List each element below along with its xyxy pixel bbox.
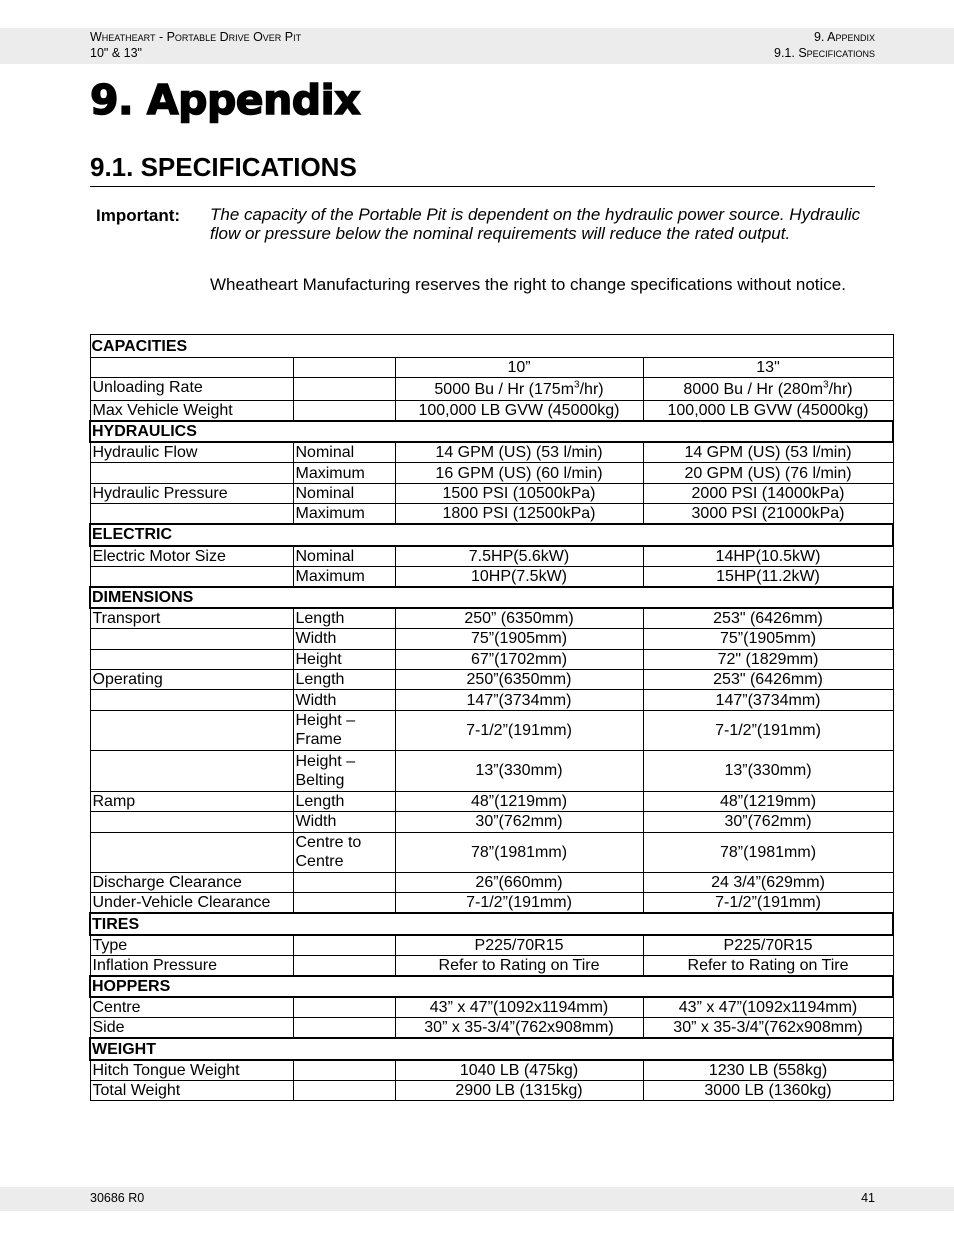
value-10in-cell: 13”(330mm) bbox=[395, 751, 643, 792]
table-row bbox=[90, 873, 893, 893]
condition-cell: Width bbox=[293, 629, 395, 649]
item-cell: Unloading Rate bbox=[90, 378, 293, 401]
table-row bbox=[90, 649, 893, 669]
table-row bbox=[90, 566, 893, 587]
table-row bbox=[90, 893, 893, 914]
table-row bbox=[90, 483, 893, 503]
condition-cell: Maximum bbox=[293, 504, 395, 525]
condition-cell bbox=[293, 997, 395, 1018]
header-left bbox=[90, 29, 301, 61]
value-13in-cell bbox=[643, 378, 893, 401]
condition-cell bbox=[293, 935, 395, 956]
important-label: Important: bbox=[96, 206, 181, 225]
section-header-row bbox=[90, 587, 893, 609]
value-13in-cell: 253" (6426mm) bbox=[643, 608, 893, 629]
item-cell bbox=[90, 649, 293, 669]
header-section: 9.1. Specifications bbox=[774, 46, 875, 60]
value-10in-cell: 100,000 LB GVW (45000kg) bbox=[395, 400, 643, 421]
table-row bbox=[90, 1080, 893, 1100]
section-header-row bbox=[90, 421, 893, 443]
table-row bbox=[90, 400, 893, 421]
item-cell: Side bbox=[90, 1018, 293, 1039]
value-13in-cell: 7-1/2”(191mm) bbox=[643, 710, 893, 751]
section-header-row bbox=[90, 913, 893, 935]
value-13in-cell: 14HP(10.5kW) bbox=[643, 546, 893, 567]
value-13in-cell: 48”(1219mm) bbox=[643, 791, 893, 811]
value-10in-cell: 43” x 47”(1092x1194mm) bbox=[395, 997, 643, 1018]
header-chapter: 9. Appendix bbox=[813, 30, 875, 44]
value-13in-cell: 15HP(11.2kW) bbox=[643, 566, 893, 587]
specifications-table bbox=[89, 334, 894, 1101]
table-row bbox=[90, 935, 893, 956]
section-header-row bbox=[90, 976, 893, 998]
condition-cell bbox=[293, 893, 395, 914]
section-header-row bbox=[90, 1038, 893, 1060]
value-13in-cell: 7-1/2”(191mm) bbox=[643, 893, 893, 914]
condition-cell: Nominal bbox=[293, 546, 395, 567]
value-13in-cell: 14 GPM (US) (53 l/min) bbox=[643, 442, 893, 463]
value-10in-cell: 1040 LB (475kg) bbox=[395, 1060, 643, 1081]
value-10in-cell: Refer to Rating on Tire bbox=[395, 955, 643, 976]
value-13in-cell: P225/70R15 bbox=[643, 935, 893, 956]
value-13in-cell: Refer to Rating on Tire bbox=[643, 955, 893, 976]
condition-cell bbox=[293, 400, 395, 421]
value-13in-cell: 20 GPM (US) (76 l/min) bbox=[643, 463, 893, 483]
value-10in-cell: 14 GPM (US) (53 l/min) bbox=[395, 442, 643, 463]
value-13in-cell: 253" (6426mm) bbox=[643, 669, 893, 689]
cell-value-tail: /hr) bbox=[579, 380, 604, 398]
table-row bbox=[90, 378, 893, 401]
header-document-title: Wheatheart - Portable Drive Over Pit bbox=[90, 30, 302, 44]
item-cell bbox=[90, 751, 293, 792]
value-13in-cell: 75”(1905mm) bbox=[643, 629, 893, 649]
item-cell: Hydraulic Pressure bbox=[90, 483, 293, 503]
condition-cell: Centre to Centre bbox=[293, 832, 395, 873]
document-number: 30686 R0 bbox=[90, 1191, 145, 1205]
value-10in-cell: 75”(1905mm) bbox=[395, 629, 643, 649]
superscript: 3 bbox=[823, 379, 829, 391]
value-13in-cell: 72" (1829mm) bbox=[643, 649, 893, 669]
item-cell: Electric Motor Size bbox=[90, 546, 293, 567]
condition-cell: Width bbox=[293, 690, 395, 710]
value-13in-cell: 43” x 47”(1092x1194mm) bbox=[643, 997, 893, 1018]
value-13in-cell: 30”(762mm) bbox=[643, 812, 893, 832]
value-10in-cell: 30” x 35-3/4”(762x908mm) bbox=[395, 1018, 643, 1039]
condition-cell: Maximum bbox=[293, 463, 395, 483]
item-cell: Hitch Tongue Weight bbox=[90, 1060, 293, 1081]
condition-cell: Height bbox=[293, 649, 395, 669]
value-10in-cell: 48”(1219mm) bbox=[395, 791, 643, 811]
item-cell bbox=[90, 710, 293, 751]
value-13in-cell: 3000 PSI (21000kPa) bbox=[643, 504, 893, 525]
value-13in-cell: 3000 LB (1360kg) bbox=[643, 1080, 893, 1100]
table-row bbox=[90, 608, 893, 629]
value-10in-cell: 1500 PSI (10500kPa) bbox=[395, 483, 643, 503]
table-row bbox=[90, 546, 893, 567]
condition-cell: Length bbox=[293, 608, 395, 629]
notice-text: Wheatheart Manufacturing reserves the right to change specifications without notice. bbox=[210, 275, 846, 294]
item-cell: Ramp bbox=[90, 791, 293, 811]
condition-cell: Length bbox=[293, 669, 395, 689]
value-10in-cell: 7.5HP(5.6kW) bbox=[395, 546, 643, 567]
value-10in-cell: 147”(3734mm) bbox=[395, 690, 643, 710]
item-cell: Transport bbox=[90, 608, 293, 629]
value-10in-cell: 250” (6350mm) bbox=[395, 608, 643, 629]
cell-value: 5000 Bu / Hr (175m bbox=[434, 380, 575, 398]
condition-cell: Width bbox=[293, 812, 395, 832]
condition-cell: Maximum bbox=[293, 566, 395, 587]
value-10in-cell: 10HP(7.5kW) bbox=[395, 566, 643, 587]
condition-cell: Nominal bbox=[293, 442, 395, 463]
condition-cell bbox=[293, 955, 395, 976]
section-header: DIMENSIONS bbox=[90, 587, 893, 609]
value-10in-cell bbox=[395, 378, 643, 401]
value-10in-cell: 78”(1981mm) bbox=[395, 832, 643, 873]
superscript: 3 bbox=[574, 379, 580, 391]
page-title: 9. Appendix bbox=[90, 76, 361, 124]
table-row bbox=[90, 812, 893, 832]
item-cell: Hydraulic Flow bbox=[90, 442, 293, 463]
value-10in-cell: 7-1/2”(191mm) bbox=[395, 710, 643, 751]
item-cell: Operating bbox=[90, 669, 293, 689]
condition-cell: Nominal bbox=[293, 483, 395, 503]
item-cell bbox=[90, 566, 293, 587]
item-cell bbox=[90, 629, 293, 649]
section-header: TIRES bbox=[90, 913, 893, 935]
value-10in-cell: 30”(762mm) bbox=[395, 812, 643, 832]
condition-cell: Height – Frame bbox=[293, 710, 395, 751]
table-row bbox=[90, 358, 893, 378]
value-13in-cell: 13”(330mm) bbox=[643, 751, 893, 792]
section-header: WEIGHT bbox=[90, 1038, 893, 1060]
table-row bbox=[90, 1018, 893, 1039]
value-10in-cell: 2900 LB (1315kg) bbox=[395, 1080, 643, 1100]
condition-cell bbox=[293, 358, 395, 378]
section-header-row bbox=[90, 335, 893, 358]
condition-cell: Length bbox=[293, 791, 395, 811]
condition-cell: Height – Belting bbox=[293, 751, 395, 792]
item-cell: Under-Vehicle Clearance bbox=[90, 893, 293, 914]
header-right bbox=[774, 29, 875, 61]
item-cell: Total Weight bbox=[90, 1080, 293, 1100]
item-cell: Inflation Pressure bbox=[90, 955, 293, 976]
value-13in-cell: 30” x 35-3/4”(762x908mm) bbox=[643, 1018, 893, 1039]
specifications-table-body bbox=[90, 335, 893, 1101]
table-row bbox=[90, 629, 893, 649]
header-model: 10" & 13" bbox=[90, 46, 142, 60]
cell-value: 8000 Bu / Hr (280m bbox=[683, 380, 824, 398]
item-cell bbox=[90, 358, 293, 378]
condition-cell bbox=[293, 1080, 395, 1100]
value-10in-cell: 26”(660mm) bbox=[395, 873, 643, 893]
value-13in-cell: 78”(1981mm) bbox=[643, 832, 893, 873]
table-row bbox=[90, 997, 893, 1018]
value-13in-cell: 100,000 LB GVW (45000kg) bbox=[643, 400, 893, 421]
value-13in-cell: 147”(3734mm) bbox=[643, 690, 893, 710]
item-cell bbox=[90, 463, 293, 483]
item-cell bbox=[90, 832, 293, 873]
section-header-row bbox=[90, 524, 893, 546]
cell-value-tail: /hr) bbox=[828, 380, 853, 398]
value-10in-cell: 16 GPM (US) (60 l/min) bbox=[395, 463, 643, 483]
condition-cell bbox=[293, 1060, 395, 1081]
table-row bbox=[90, 791, 893, 811]
section-title: 9.1. SPECIFICATIONS bbox=[90, 150, 875, 187]
important-text: The capacity of the Portable Pit is dependent on the hydraulic power source. Hydraulic flow or pressure below the nominal requirements will reduce the rated output. bbox=[210, 205, 861, 243]
item-cell bbox=[90, 812, 293, 832]
table-row bbox=[90, 1060, 893, 1081]
section-header: CAPACITIES bbox=[90, 335, 893, 358]
table-row bbox=[90, 504, 893, 525]
table-row bbox=[90, 832, 893, 873]
page-footer bbox=[0, 1187, 954, 1211]
table-row bbox=[90, 710, 893, 751]
section-header: ELECTRIC bbox=[90, 524, 893, 546]
item-cell: Centre bbox=[90, 997, 293, 1018]
table-row bbox=[90, 751, 893, 792]
page-number: 41 bbox=[861, 1191, 875, 1205]
value-13in-cell: 2000 PSI (14000kPa) bbox=[643, 483, 893, 503]
section-header: HYDRAULICS bbox=[90, 421, 893, 443]
section-header: HOPPERS bbox=[90, 976, 893, 998]
condition-cell bbox=[293, 873, 395, 893]
value-13in-cell: 24 3/4”(629mm) bbox=[643, 873, 893, 893]
table-row bbox=[90, 463, 893, 483]
value-10in-cell: P225/70R15 bbox=[395, 935, 643, 956]
item-cell bbox=[90, 690, 293, 710]
table-row bbox=[90, 442, 893, 463]
item-cell bbox=[90, 504, 293, 525]
value-10in-cell: 10” bbox=[395, 358, 643, 378]
page-header bbox=[0, 28, 954, 64]
value-13in-cell: 1230 LB (558kg) bbox=[643, 1060, 893, 1081]
item-cell: Discharge Clearance bbox=[90, 873, 293, 893]
condition-cell bbox=[293, 1018, 395, 1039]
table-row bbox=[90, 690, 893, 710]
item-cell: Type bbox=[90, 935, 293, 956]
table-row bbox=[90, 669, 893, 689]
table-row bbox=[90, 955, 893, 976]
value-10in-cell: 67”(1702mm) bbox=[395, 649, 643, 669]
condition-cell bbox=[293, 378, 395, 401]
value-13in-cell: 13" bbox=[643, 358, 893, 378]
value-10in-cell: 7-1/2”(191mm) bbox=[395, 893, 643, 914]
value-10in-cell: 250”(6350mm) bbox=[395, 669, 643, 689]
item-cell: Max Vehicle Weight bbox=[90, 400, 293, 421]
value-10in-cell: 1800 PSI (12500kPa) bbox=[395, 504, 643, 525]
